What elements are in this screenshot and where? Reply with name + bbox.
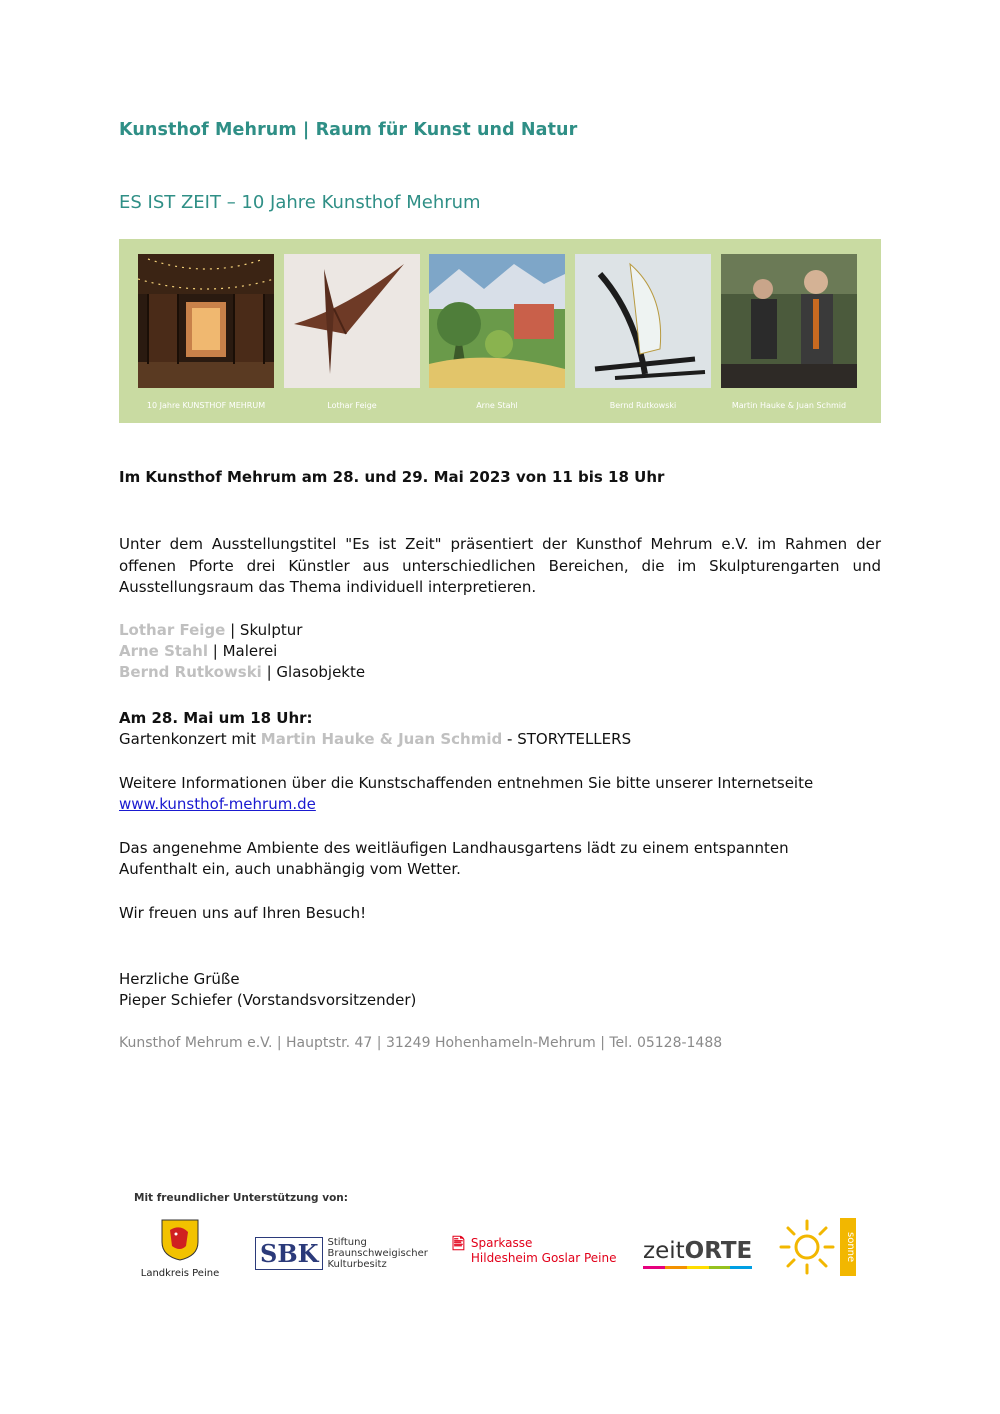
sparkasse-icon: 🖹 bbox=[452, 1234, 465, 1253]
footer-address: Kunsthof Mehrum e.V. | Hauptstr. 47 | 31249 Hohenhameln-Mehrum | Tel. 05128-1488 bbox=[119, 1035, 723, 1051]
painting-image bbox=[429, 254, 565, 388]
artist-name: Lothar Feige bbox=[119, 621, 226, 639]
sbk-letters: SBK bbox=[255, 1237, 323, 1270]
banner-caption-5: Martin Hauke & Juan Schmid bbox=[731, 401, 847, 410]
concert-line bbox=[119, 729, 631, 750]
sparkasse-name: Sparkasse bbox=[470, 1236, 533, 1250]
artist-list bbox=[119, 620, 365, 683]
concert-suffix: - STORYTELLERS bbox=[502, 730, 632, 748]
artist-name: Arne Stahl bbox=[119, 642, 208, 660]
website-link[interactable]: www.kunsthof-mehrum.de bbox=[119, 795, 316, 813]
sparkasse-logo bbox=[452, 1236, 617, 1266]
intro-paragraph: Unter dem Ausstellungstitel "Es ist Zeit" präsentiert der Kunsthof Mehrum e.V. im Rahmen der offenen Pforte drei Künstler aus unterschiedlichen Bereichen, die im Skulpturengarten und Ausstellungsraum das Thema individuell interpretieren. bbox=[119, 535, 881, 596]
zeitorte-logo bbox=[643, 1238, 752, 1269]
concert-performers: Martin Hauke & Juan Schmid bbox=[260, 730, 503, 748]
zeitorte-wordmark bbox=[643, 1238, 752, 1264]
sbk-text bbox=[327, 1237, 427, 1270]
concert-prefix: Gartenkonzert mit bbox=[119, 730, 261, 748]
zeitorte-orte: ORTE bbox=[684, 1238, 753, 1264]
zeitorte-zeit: zeit bbox=[643, 1238, 685, 1264]
concert-heading: Am 28. Mai um 18 Uhr: bbox=[119, 709, 313, 727]
artist-name: Bernd Rutkowski bbox=[119, 663, 262, 681]
sbk-logo bbox=[255, 1235, 428, 1271]
ambience-paragraph: Das angenehme Ambiente des weitläufigen Landhausgartens lädt zu einem entspannten Aufenthalt ein, auch unabhängig vom Wetter. bbox=[119, 839, 789, 878]
zeitorte-color-bar bbox=[643, 1266, 752, 1269]
closing-section bbox=[119, 969, 416, 1011]
sbk-line: Braunschweigischer bbox=[327, 1247, 428, 1259]
page-subtitle: ES IST ZEIT – 10 Jahre Kunsthof Mehrum bbox=[119, 192, 481, 213]
barn-interior-image bbox=[138, 254, 274, 388]
concert-section bbox=[119, 708, 631, 750]
sun-icon bbox=[778, 1218, 836, 1276]
sculpture-image bbox=[284, 254, 420, 388]
sponsors-title: Mit freundlicher Unterstützung von: bbox=[134, 1192, 348, 1204]
artist-item bbox=[119, 641, 365, 662]
landkreis-logo bbox=[140, 1218, 220, 1279]
banner-caption-1: 10 Jahre KUNSTHOF MEHRUM bbox=[146, 401, 266, 410]
info-section bbox=[119, 773, 813, 815]
info-text: Weitere Informationen über die Kunstschaffenden entnehmen Sie bitte unserer Internetseite bbox=[119, 774, 814, 792]
artist-item bbox=[119, 620, 365, 641]
artist-discipline: | Skulptur bbox=[225, 621, 303, 639]
page-title: Kunsthof Mehrum | Raum für Kunst und Natur bbox=[119, 120, 578, 140]
musicians-image bbox=[721, 254, 857, 388]
artist-item bbox=[119, 662, 365, 683]
sbk-line: Kulturbesitz bbox=[327, 1258, 387, 1270]
sun-label: sonne bbox=[840, 1218, 856, 1276]
sun-logo bbox=[778, 1218, 856, 1276]
signature: Pieper Schiefer (Vorstandsvorsitzender) bbox=[119, 991, 417, 1009]
sparkasse-text bbox=[471, 1236, 617, 1266]
artist-discipline: | Glasobjekte bbox=[261, 663, 366, 681]
image-banner bbox=[119, 239, 881, 423]
sbk-line: Stiftung bbox=[327, 1236, 367, 1248]
greeting: Herzliche Grüße bbox=[119, 970, 240, 988]
artist-discipline: | Malerei bbox=[208, 642, 278, 660]
landkreis-label: Landkreis Peine bbox=[140, 1268, 220, 1279]
banner-caption-3: Arne Stahl bbox=[476, 401, 518, 410]
event-date: Im Kunsthof Mehrum am 28. und 29. Mai 2023 von 11 bis 18 Uhr bbox=[119, 468, 665, 486]
glass-object-image bbox=[575, 254, 711, 388]
banner-caption-2: Lothar Feige bbox=[327, 401, 377, 410]
banner-caption-4: Bernd Rutkowski bbox=[609, 401, 677, 410]
coat-of-arms-icon bbox=[160, 1218, 200, 1262]
sparkasse-region: Hildesheim Goslar Peine bbox=[470, 1251, 617, 1265]
welcome-text: Wir freuen uns auf Ihren Besuch! bbox=[119, 904, 367, 922]
